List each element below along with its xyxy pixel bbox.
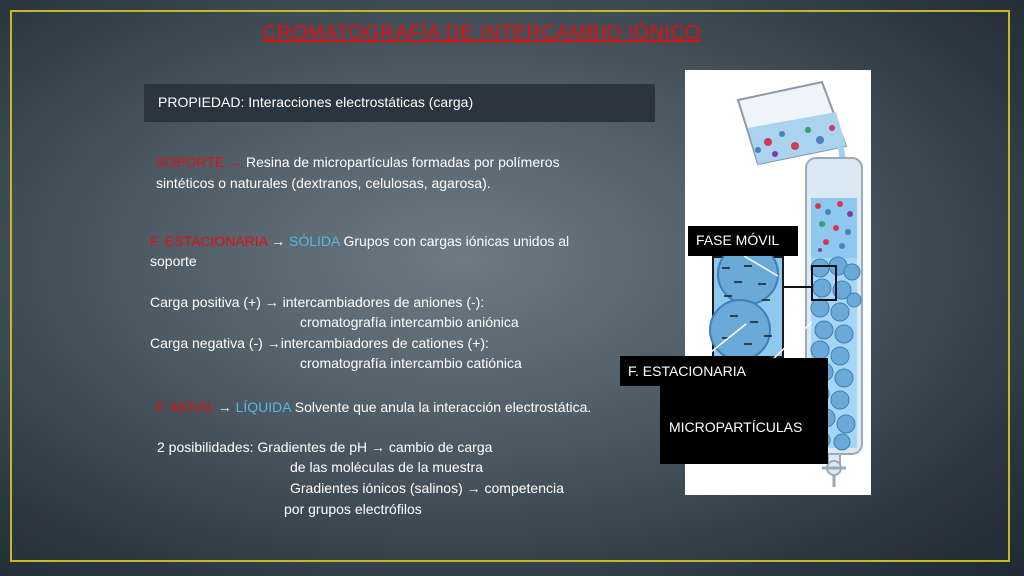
carga-negativa-sub: cromatografía intercambio catiónica <box>300 355 522 371</box>
label-fase-movil: FASE MÓVIL <box>688 226 798 256</box>
posibilidades-line-2: de las moléculas de la muestra <box>290 459 483 475</box>
estacionaria-arrow: → <box>271 233 286 249</box>
estacionaria-state: SÓLIDA <box>289 233 340 249</box>
slide-title: CROMATOGRAFÍA DE INTERCAMBIO IÓNICO <box>262 22 701 44</box>
carga-negativa-line: Carga negativa (-) →intercambiadores de cationes (+): <box>150 335 489 351</box>
estacionaria-text-1: Grupos con cargas iónicas unidos al <box>343 233 570 249</box>
estacionaria-text-2: soporte <box>150 253 197 269</box>
label-f-estacionaria: F. ESTACIONARIA <box>620 356 770 386</box>
movil-arrow: → <box>217 399 232 415</box>
soporte-text-2: sintéticos o naturales (dextranos, celulosas, agarosa). <box>156 175 491 191</box>
movil-state: LÍQUIDA <box>235 399 291 415</box>
propiedad-text: PROPIEDAD: Interacciones electrostáticas (carga) <box>158 94 474 110</box>
movil-text: Solvente que anula la interacción electrostática. <box>294 399 592 415</box>
carga-positiva-line: Carga positiva (+) → intercambiadores de aniones (-): <box>150 294 485 310</box>
soporte-arrow: → <box>228 154 243 170</box>
carga-positiva-sub: cromatografía intercambio aniónica <box>300 314 519 330</box>
label-microparticulas: MICROPARTÍCULAS <box>669 419 803 435</box>
movil-label: F. MÓVIL <box>156 399 214 415</box>
soporte-text-1: Resina de micropartículas formadas por polímeros <box>245 154 560 170</box>
estacionaria-label: F. ESTACIONARIA <box>150 233 268 249</box>
posibilidades-line-4: por grupos electrófilos <box>284 501 422 517</box>
magnified-inset <box>710 244 783 360</box>
posibilidades-line-1: 2 posibilidades: Gradientes de pH → cambio de carga <box>157 439 493 455</box>
posibilidades-line-3: Gradientes iónicos (salinos) → competencia <box>290 480 564 496</box>
soporte-label: SOPORTE <box>156 154 225 170</box>
beaker-icon <box>738 82 846 164</box>
